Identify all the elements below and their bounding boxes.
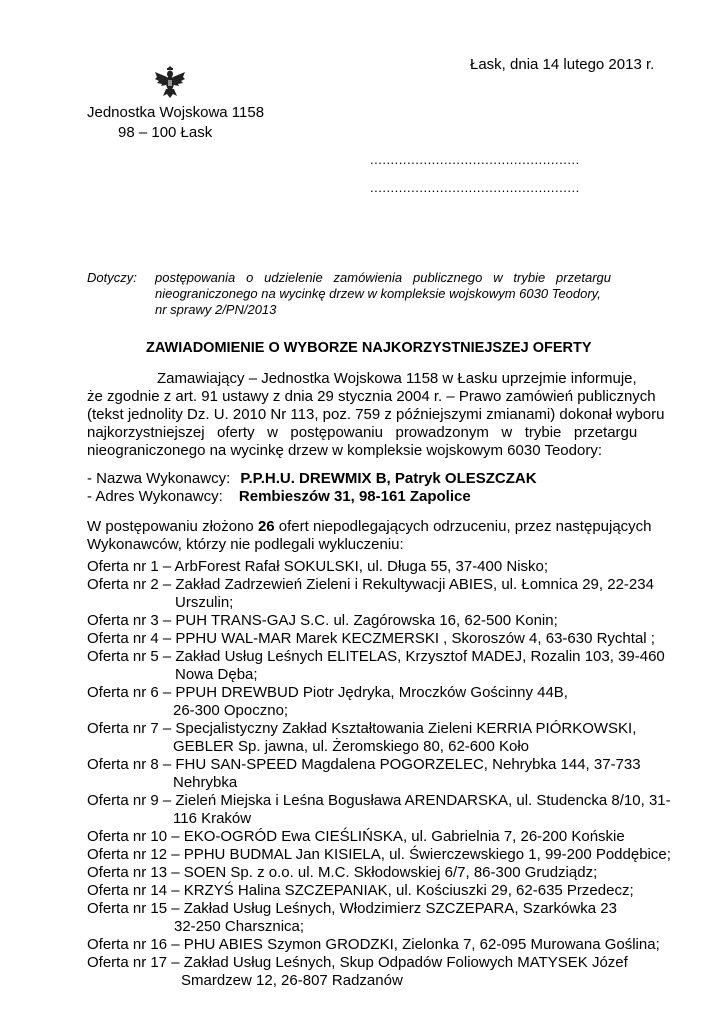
offer-line-continuation: Urszulin; — [175, 594, 234, 611]
contractor-name-label: - Nazwa Wykonawcy: — [87, 470, 231, 487]
offer-line-continuation: Nehrybka — [173, 774, 238, 791]
offer-item — [87, 720, 671, 756]
intro-line-1: Zamawiający – Jednostka Wojskowa 1158 w Łasku uprzejmie informuje, — [157, 370, 637, 387]
recipient-line-2: ................................................... — [370, 180, 580, 195]
offer-line: Oferta nr 9 – Zieleń Miejska i Leśna Bogusława ARENDARSKA, ul. Studencka 8/10, 31- — [87, 792, 671, 809]
offer-item — [87, 612, 671, 630]
offer-line-continuation: Smardzew 12, 26-807 Radzanów — [181, 972, 403, 989]
offers-intro-line-1 — [87, 518, 652, 536]
offers-intro-part1: W postępowaniu złożono — [87, 518, 258, 535]
offers-intro-part2: ofert niepodlegających odrzuceniu, przez następujących — [274, 518, 652, 535]
offer-line: Oferta nr 10 – EKO-OGRÓD Ewa CIEŚLIŃSKA, ul. Gabrielnia 7, 26-200 Końskie — [87, 828, 625, 845]
offer-line: Oferta nr 13 – SOEN Sp. z o.o. ul. M.C. Skłodowskiej 6/7, 86-300 Grudziądz; — [87, 864, 598, 881]
offer-line: Oferta nr 17 – Zakład Usług Leśnych, Skup Odpadów Foliowych MATYSEK Józef — [87, 954, 628, 971]
offer-item — [87, 648, 671, 684]
contractor-name-value: P.P.H.U. DREWMIX B, Patryk OLESZCZAK — [240, 470, 537, 487]
offer-line: Oferta nr 7 – Specjalistyczny Zakład Kształtowania Zieleni KERRIA PIÓRKOWSKI, — [87, 720, 637, 737]
offers-intro-line-2: Wykonawców, którzy nie podlegali wykluczeniu: — [87, 536, 404, 553]
offer-line: Oferta nr 15 – Zakład Usług Leśnych, Włodzimierz SZCZEPARA, Szarkówka 23 — [87, 900, 617, 917]
unit-address: 98 – 100 Łask — [118, 124, 213, 141]
recipient-line-1: ................................................... — [370, 152, 580, 167]
offer-item — [87, 558, 671, 576]
offer-line: Oferta nr 14 – KRZYŚ Halina SZCZEPANIAK, ul. Kościuszki 29, 62-635 Przedecz; — [87, 882, 634, 899]
offers-list — [87, 558, 671, 990]
place-date: Łask, dnia 14 lutego 2013 r. — [470, 56, 655, 73]
intro-line-2: że zgodnie z art. 91 ustawy z dnia 29 stycznia 2004 r. – Prawo zamówień publicznych — [87, 388, 656, 405]
contractor-address-value: Rembieszów 31, 98-161 Zapolice — [238, 488, 471, 505]
offer-line: Oferta nr 2 – Zakład Zadrzewień Zieleni i Rekultywacji ABIES, ul. Łomnica 29, 22-234 — [87, 576, 654, 593]
offer-item — [87, 846, 671, 864]
intro-line-4: najkorzystniejszej oferty w postępowaniu prowadzonym w trybie przetargu — [87, 424, 638, 441]
offer-line-continuation: 26-300 Opoczno; — [173, 702, 289, 719]
offer-line: Oferta nr 6 – PPUH DREWBUD Piotr Jędryka, Mroczków Gościnny 44B, — [87, 684, 568, 701]
subject-line-3: nr sprawy 2/PN/2013 — [155, 302, 277, 317]
offer-item — [87, 828, 671, 846]
offer-line: Oferta nr 3 – PUH TRANS-GAJ S.C. ul. Zagórowska 16, 62-500 Konin; — [87, 612, 558, 629]
offer-item — [87, 954, 671, 990]
offer-line: Oferta nr 8 – FHU SAN-SPEED Magdalena POGORZELEC, Nehrybka 144, 37-733 — [87, 756, 641, 773]
document-title: ZAWIADOMIENIE O WYBORZE NAJKORZYSTNIEJSZEJ OFERTY — [146, 340, 592, 356]
polish-eagle-emblem — [154, 64, 186, 100]
offer-item — [87, 900, 671, 936]
offer-line: Oferta nr 5 – Zakład Usług Leśnych ELITELAS, Krzysztof MADEJ, Rozalin 103, 39-460 — [87, 648, 665, 665]
offer-line: Oferta nr 1 – ArbForest Rafał SOKULSKI, ul. Długa 55, 37-400 Nisko; — [87, 558, 549, 575]
offer-line-continuation: GEBLER Sp. jawna, ul. Żeromskiego 80, 62-600 Koło — [173, 738, 530, 755]
intro-line-5: nieograniczonego na wycinkę drzew w kompleksie wojskowym 6030 Teodory: — [87, 442, 602, 459]
contractor-address-row — [87, 488, 471, 506]
offer-item — [87, 684, 671, 720]
intro-line-3: (tekst jednolity Dz. U. 2010 Nr 113, poz. 759 z późniejszymi zmianami) dokonał wyboru — [87, 406, 665, 423]
subject-label: Dotyczy: — [87, 270, 137, 285]
offer-item — [87, 630, 671, 648]
offers-count: 26 — [257, 518, 275, 535]
unit-name: Jednostka Wojskowa 1158 — [87, 104, 265, 121]
offer-line-continuation: Nowa Dęba; — [175, 666, 258, 683]
offer-item — [87, 792, 671, 828]
offer-line-continuation: 116 Kraków — [173, 810, 252, 827]
offer-line: Oferta nr 12 – PPHU BUDMAL Jan KISIELA, ul. Świerczewskiego 1, 99-200 Poddębice; — [87, 846, 671, 863]
subject-line-1: postępowania o udzielenie zamówienia publicznego w trybie przetargu — [155, 270, 611, 285]
offer-line: Oferta nr 16 – PHU ABIES Szymon GRODZKI, Zielonka 7, 62-095 Murowana Goślina; — [87, 936, 660, 953]
offer-item — [87, 936, 671, 954]
offer-line-continuation: 32-250 Charsznica; — [174, 918, 305, 935]
offer-item — [87, 864, 671, 882]
offer-item — [87, 576, 671, 612]
subject-line-2: nieograniczonego na wycinkę drzew w kompleksie wojskowym 6030 Teodory, — [155, 286, 601, 301]
contractor-name-row — [87, 470, 537, 488]
offer-line: Oferta nr 4 – PPHU WAL-MAR Marek KECZMERSKI , Skoroszów 4, 63-630 Rychtal ; — [87, 630, 655, 647]
offer-item — [87, 882, 671, 900]
offer-item — [87, 756, 671, 792]
contractor-address-label: - Adres Wykonawcy: — [87, 488, 223, 505]
